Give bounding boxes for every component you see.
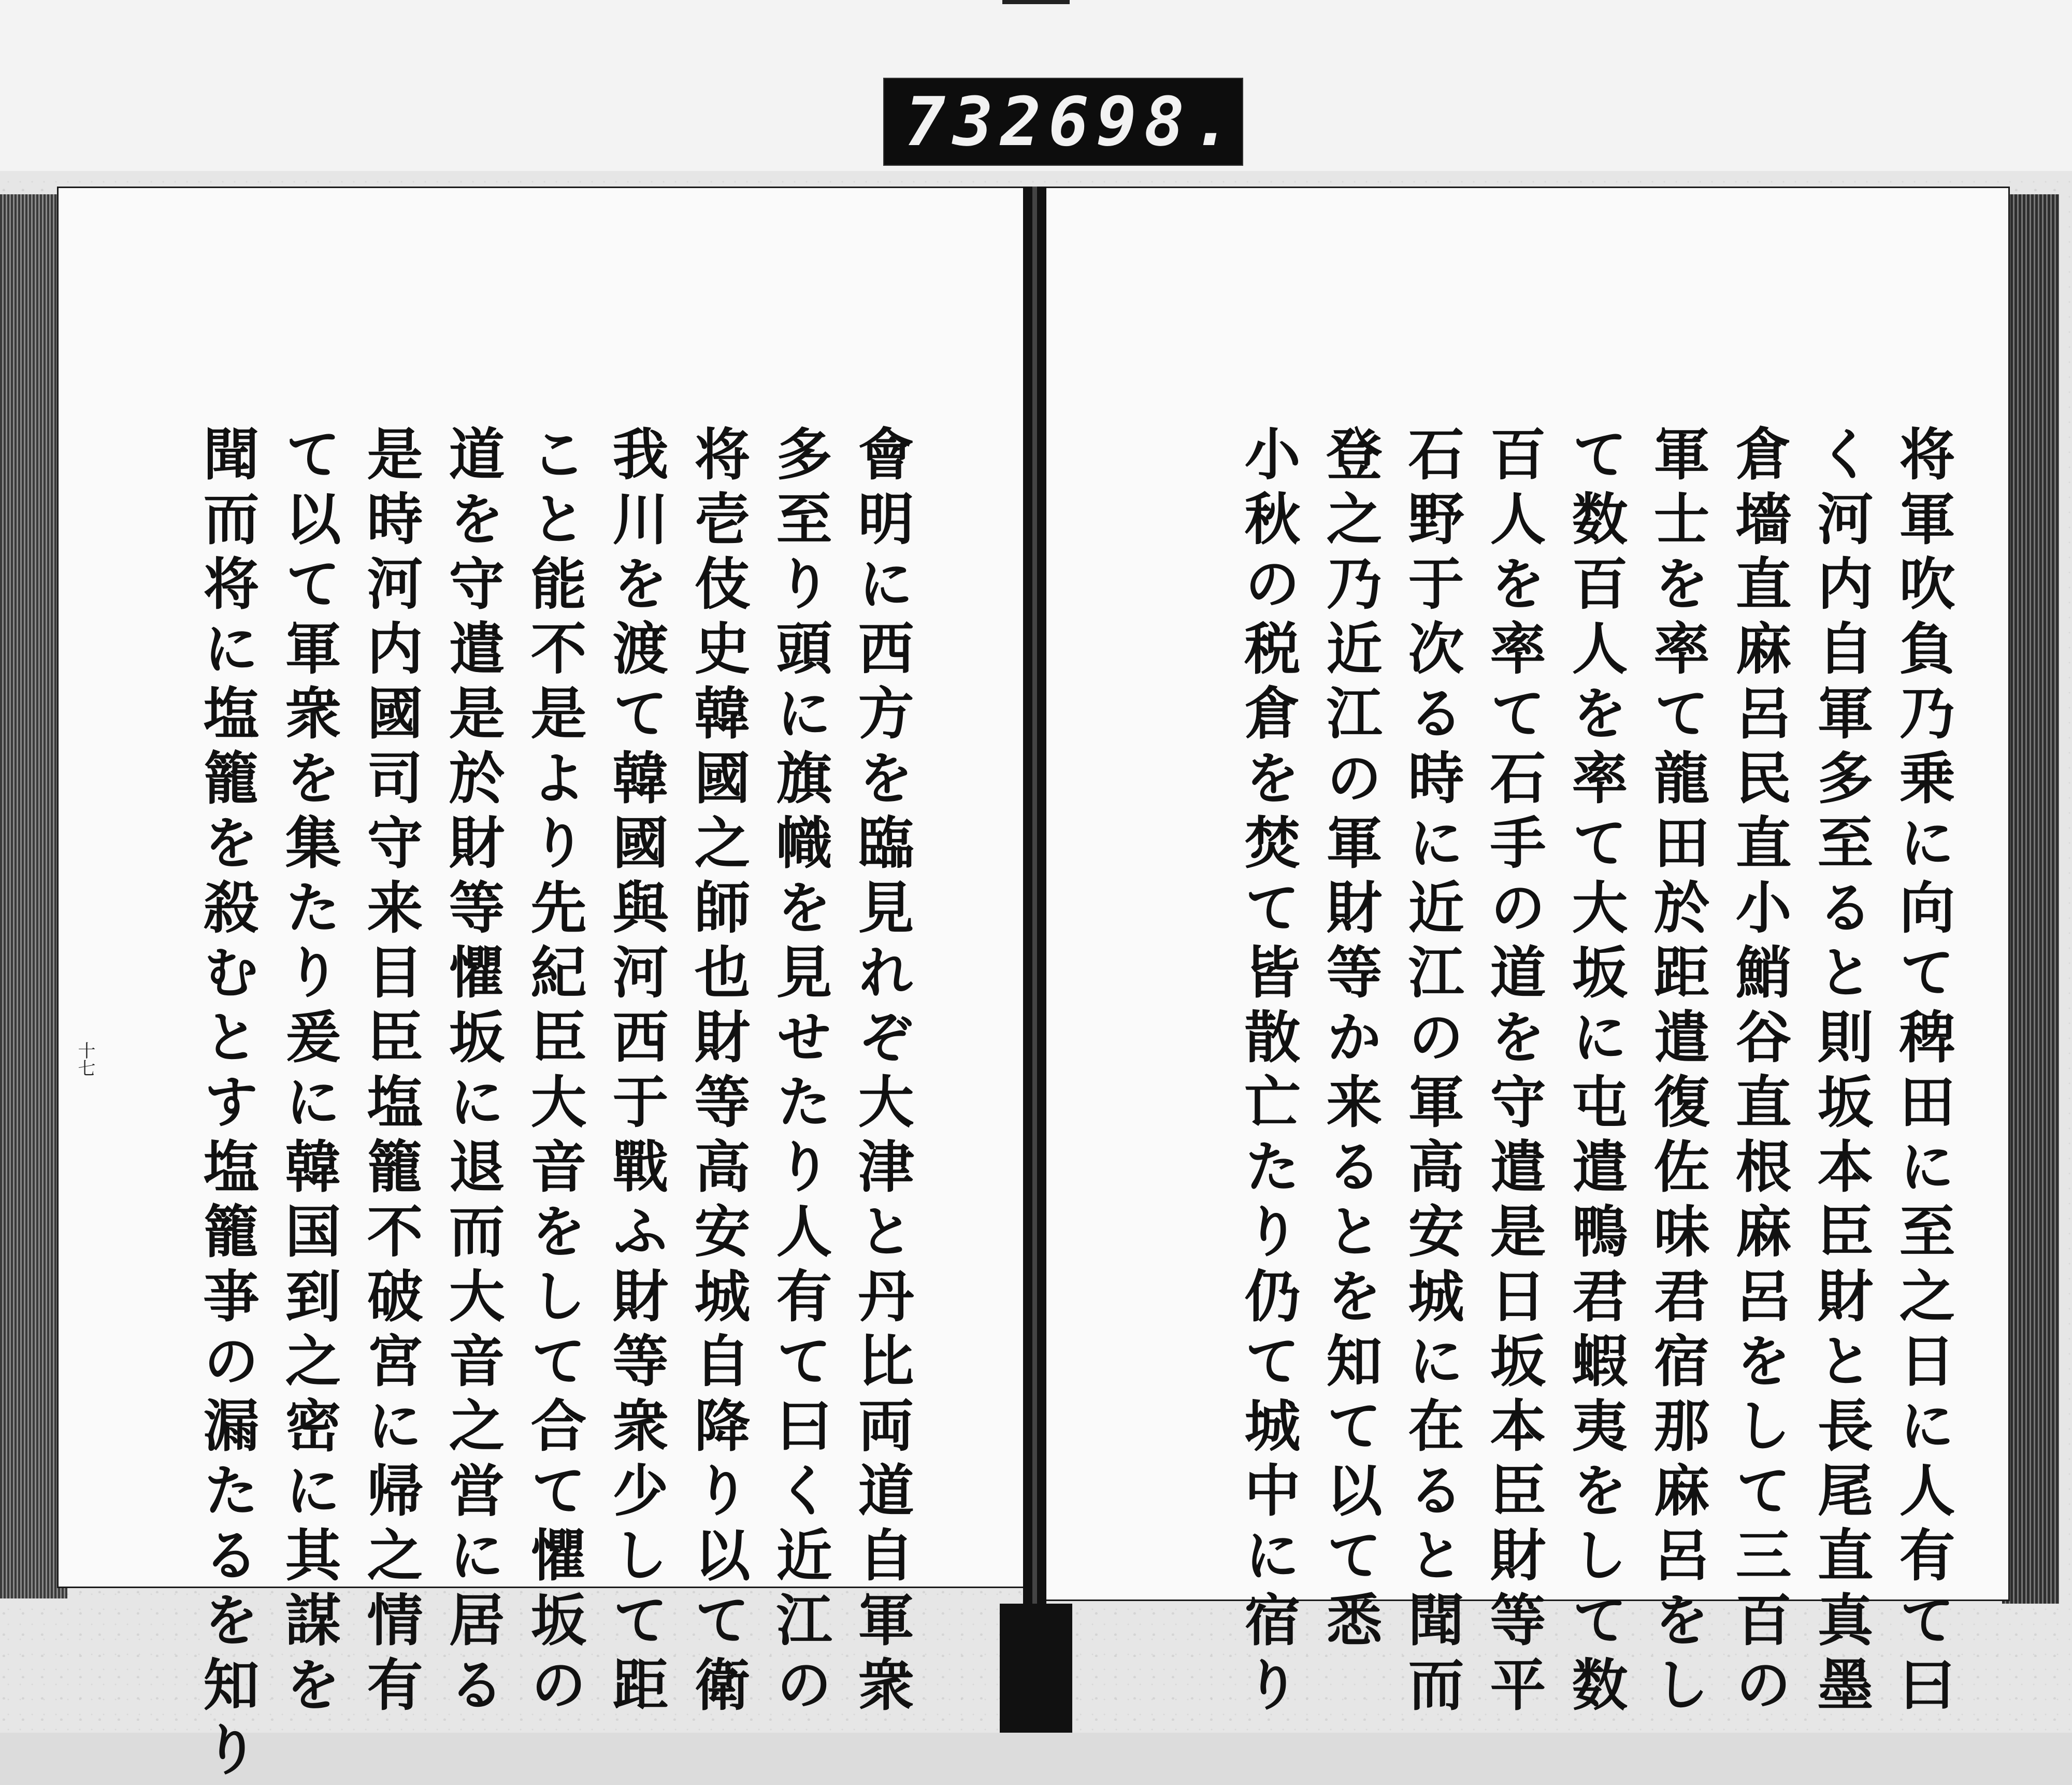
text-column: 是時河内國司守来目臣塩籠不破宮に帰之情有 <box>357 425 423 1720</box>
gutter-bottom <box>1000 1604 1072 1733</box>
book-right-edge <box>2002 194 2059 1604</box>
top-clip <box>1002 0 1070 4</box>
left-page-text <box>104 425 922 1785</box>
text-column: 小秋の税倉を焚て皆散亡たり仍て城中に宿り <box>1235 425 1300 1720</box>
text-column: 倉墻直麻呂民直小鮹谷直根麻呂をして三百の <box>1726 425 1791 1720</box>
page-number: 十七 <box>75 1041 95 1077</box>
frame-number-left: 732 <box>905 82 1048 161</box>
text-column: 登之乃近江の軍財等か来るとを知て以て悉 <box>1317 425 1382 1655</box>
text-column: て以て軍衆を集たり爰に韓国到之密に其謀を <box>276 425 341 1720</box>
text-column: く河内自軍多至ると則坂本臣財と長尾直真墨 <box>1808 425 1873 1720</box>
text-column: 我川を渡て韓國與河西于戰ふ財等衆少して距 <box>603 425 668 1720</box>
text-column: 會明に西方を臨見れぞ大津と丹比両道自軍衆 <box>848 425 914 1720</box>
frame-number-label <box>883 78 1243 166</box>
text-column: 将壱伎史韓國之師也財等高安城自降り以て衛 <box>685 425 750 1720</box>
text-column: 百人を率て石手の道を守遣是日坂本臣財等平 <box>1480 425 1546 1720</box>
frame-number-right: 698. <box>1048 82 1240 161</box>
text-column: て数百人を率て大坂に屯遣鴨君蝦夷をして数 <box>1562 425 1628 1720</box>
text-column: 聞而将に塩籠を殺むとす塩籠亊の漏たるを知り <box>194 425 259 1785</box>
text-column: 多至り頭に旗幟を見せたり人有て曰く近江の <box>767 425 832 1720</box>
text-column: 軍士を率て龍田於距遣復佐味君宿那麻呂をし <box>1644 425 1709 1720</box>
text-column: こと能不是より先紀臣大音をして合て懼坂の <box>521 425 586 1720</box>
book-gutter <box>1023 187 1046 1606</box>
text-column: 石野于次る時に近江の軍高安城に在ると聞而 <box>1399 425 1464 1720</box>
text-column: 道を守遣是於財等懼坂に退而大音之営に居る <box>439 425 505 1720</box>
text-column: 将軍吹負乃乗に向て稗田に至之日に人有て曰 <box>1890 425 1955 1720</box>
right-page-text <box>1166 425 1963 1720</box>
